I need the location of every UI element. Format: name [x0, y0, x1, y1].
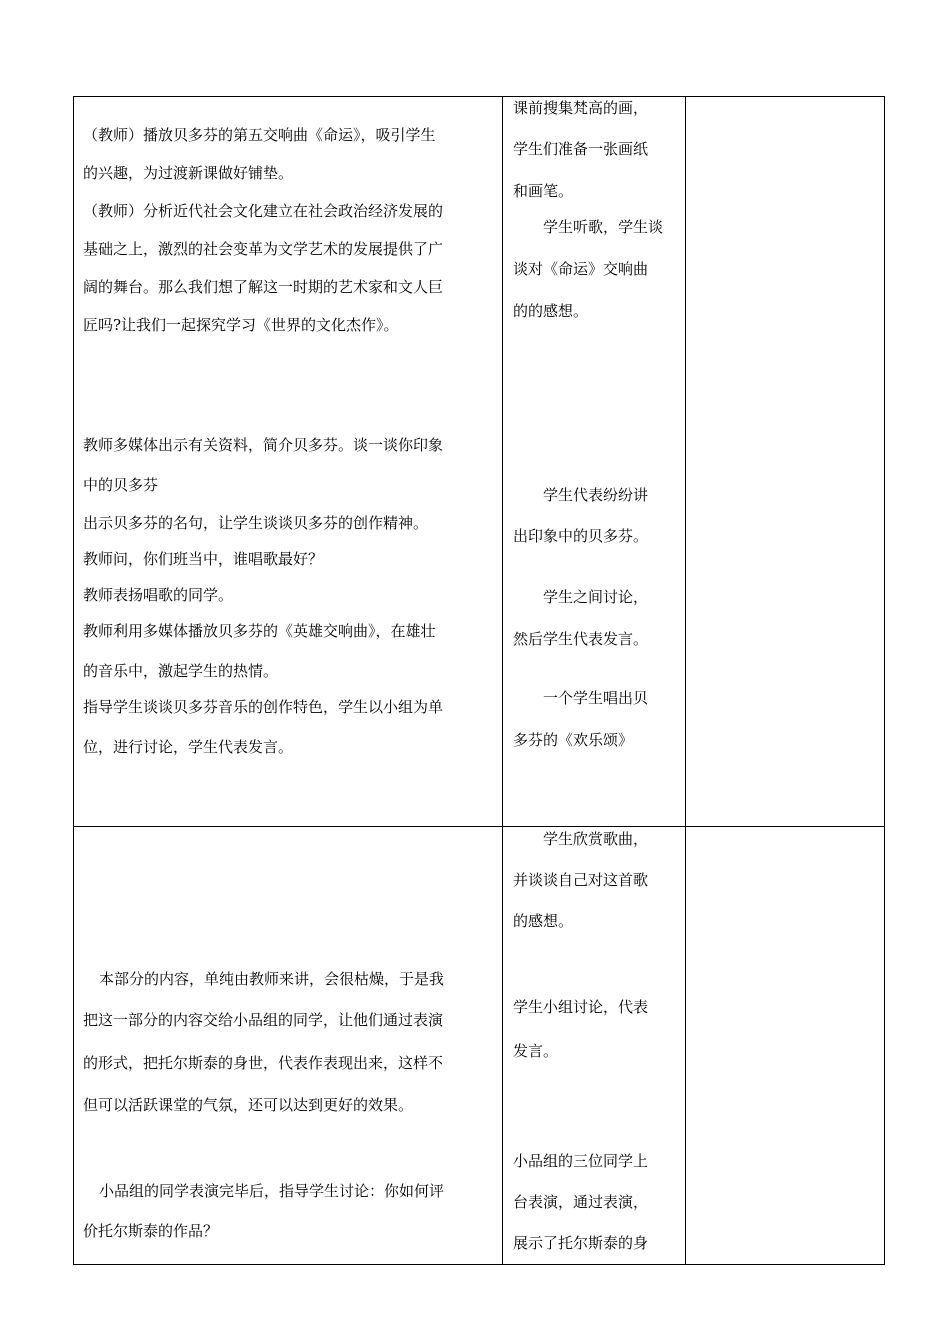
- text-line: 出示贝多芬的名句，让学生谈谈贝多芬的创作精神。: [83, 514, 429, 532]
- text-line: 的的感想。: [513, 302, 589, 320]
- text-line: 教师表扬唱歌的同学。: [83, 586, 234, 604]
- text-line: 基础之上，激烈的社会变革为文学艺术的发展提供了广: [83, 240, 444, 258]
- table-top-border: [73, 96, 885, 97]
- text-line: 的音乐中，激起学生的热情。: [83, 662, 279, 680]
- text-line: 小品组的同学表演完毕后，指导学生讨论：你如何评: [99, 1182, 445, 1200]
- table-left-border: [73, 96, 74, 1265]
- column-divider-1: [502, 96, 503, 1265]
- table-right-border: [884, 96, 885, 1265]
- text-line: 多芬的《欢乐颂》: [513, 731, 634, 749]
- text-line: 阔的舞台。那么我们想了解这一时期的艺术家和文人巨: [83, 278, 444, 296]
- text-line: 和画笔。: [513, 182, 574, 200]
- text-line: 教师多媒体出示有关资料，简介贝多芬。谈一谈你印象: [83, 436, 444, 454]
- text-line: 的形式，把托尔斯泰的身世，代表作表现出来，这样不: [83, 1054, 444, 1072]
- column-divider-2: [685, 96, 686, 1265]
- text-line: 中的贝多芬: [83, 476, 159, 494]
- text-line: 的感想。: [513, 912, 574, 930]
- text-line: 教师问，你们班当中，谁唱歌最好？: [83, 550, 324, 568]
- text-line: （教师）分析近代社会文化建立在社会政治经济发展的: [83, 202, 444, 220]
- text-line: 学生们准备一张画纸: [513, 140, 649, 158]
- text-line: 学生听歌，学生谈: [543, 218, 664, 236]
- text-line: 课前搜集梵高的画，: [513, 99, 649, 117]
- text-line: 位，进行讨论，学生代表发言。: [83, 738, 294, 756]
- text-line: 把这一部分的内容交给小品组的同学，让他们通过表演: [83, 1011, 444, 1029]
- text-line: 学生小组讨论，代表: [513, 998, 649, 1016]
- text-line: 学生欣赏歌曲，: [543, 830, 649, 848]
- text-line: 并谈谈自己对这首歌: [513, 871, 649, 889]
- lesson-plan-table: [73, 96, 885, 1265]
- row-divider: [73, 826, 885, 827]
- text-line: 指导学生谈谈贝多芬音乐的创作特色，学生以小组为单: [83, 698, 444, 716]
- text-line: 学生之间讨论，: [543, 588, 649, 606]
- text-line: 价托尔斯泰的作品？: [83, 1222, 219, 1240]
- text-line: 的兴趣，为过渡新课做好铺垫。: [83, 164, 294, 182]
- text-line: 一个学生唱出贝: [543, 689, 649, 707]
- text-line: 展示了托尔斯泰的身: [513, 1234, 649, 1252]
- text-line: （教师）播放贝多芬的第五交响曲《命运》，吸引学生: [83, 126, 436, 144]
- text-line: 台表演，通过表演，: [513, 1193, 649, 1211]
- text-line: 但可以活跃课堂的气氛，还可以达到更好的效果。: [83, 1096, 414, 1114]
- text-line: 发言。: [513, 1042, 559, 1060]
- text-line: 谈对《命运》交响曲: [513, 260, 649, 278]
- text-line: 小品组的三位同学上: [513, 1152, 649, 1170]
- text-line: 教师利用多媒体播放贝多芬的《英雄交响曲》，在雄壮: [83, 622, 436, 640]
- table-bottom-border: [73, 1264, 885, 1265]
- text-line: 学生代表纷纷讲: [543, 486, 649, 504]
- text-line: 出印象中的贝多芬。: [513, 527, 649, 545]
- text-line: 本部分的内容，单纯由教师来讲，会很枯燥，于是我: [99, 970, 445, 988]
- text-line: 匠吗?让我们一起探究学习《世界的文化杰作》。: [83, 316, 399, 334]
- text-line: 然后学生代表发言。: [513, 630, 649, 648]
